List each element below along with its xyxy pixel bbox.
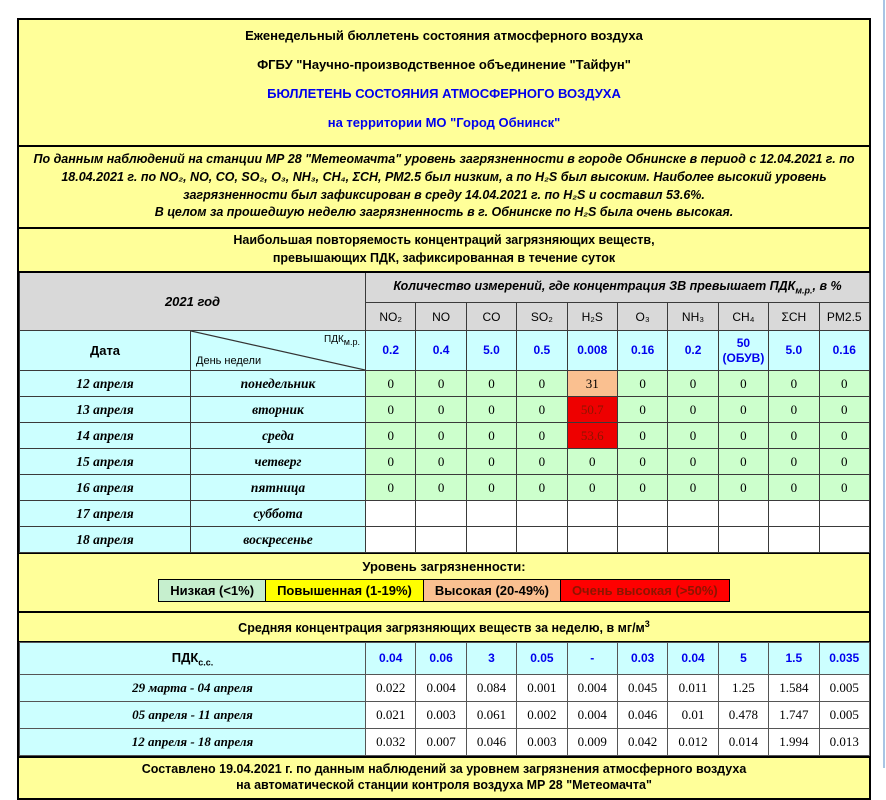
pollutant-header: NO₂ (366, 303, 416, 331)
exceedance-value: 0 (466, 397, 516, 423)
exceedance-value: 0 (718, 371, 768, 397)
pollutant-header: SO₂ (517, 303, 567, 331)
exceedance-value: 0 (466, 371, 516, 397)
exceedance-value: 0 (617, 475, 667, 501)
average-concentration-value: 0.032 (366, 729, 416, 756)
daily-exceedance-row (20, 475, 870, 501)
exceedance-value: 0 (819, 423, 869, 449)
year-header: 2021 год (20, 272, 366, 331)
exceedance-value (819, 527, 869, 553)
row-period: 05 апреля - 11 апреля (20, 702, 366, 729)
diagonal-pdk-label: ПДКм.р. (324, 334, 360, 347)
average-concentration-value: 0.001 (517, 675, 567, 702)
row-weekday: среда (191, 423, 366, 449)
weekly-average-row (20, 729, 870, 756)
pdk-mr-value: 0.4 (416, 331, 466, 371)
row-weekday: пятница (191, 475, 366, 501)
exceedance-value: 0 (366, 371, 416, 397)
average-concentration-value: 0.046 (617, 702, 667, 729)
average-concentration-value: 0.003 (517, 729, 567, 756)
daily-exceedance-row (20, 527, 870, 553)
exceedance-value: 0 (819, 449, 869, 475)
average-concentration-value: 0.003 (416, 702, 466, 729)
average-concentration-value: 0.009 (567, 729, 617, 756)
pollutant-header: CH₄ (718, 303, 768, 331)
exceedance-value: 0 (466, 423, 516, 449)
average-concentration-value: 0.004 (567, 675, 617, 702)
exceedance-value: 0 (517, 371, 567, 397)
exceedance-value (769, 527, 819, 553)
exceedance-table-title (19, 227, 869, 271)
average-concentration-value: 0.002 (517, 702, 567, 729)
average-concentration-value: 0.022 (366, 675, 416, 702)
pdk-ss-value: 0.04 (366, 643, 416, 675)
average-concentration-value: 0.011 (668, 675, 718, 702)
row-weekday: суббота (191, 501, 366, 527)
pdk-mr-value: 0.16 (617, 331, 667, 371)
pdk-mr-value: 0.2 (668, 331, 718, 371)
row-weekday: вторник (191, 397, 366, 423)
exceedance-table (19, 271, 870, 553)
row-weekday: воскресенье (191, 527, 366, 553)
row-date: 14 апреля (20, 423, 191, 449)
pdk-mr-value: 5.0 (466, 331, 516, 371)
exceedance-value: 0 (517, 423, 567, 449)
row-date: 17 апреля (20, 501, 191, 527)
exceedance-value: 0 (769, 423, 819, 449)
exceedance-value: 0 (718, 397, 768, 423)
date-column-header: Дата (20, 331, 191, 371)
pollutant-header: PM2.5 (819, 303, 869, 331)
average-concentration-value: 0.01 (668, 702, 718, 729)
row-date: 12 апреля (20, 371, 191, 397)
measurements-header: Количество измерений, где концентрация ЗВ превышает $ПДК_{м.р.}$, в % (366, 272, 870, 303)
exceedance-value (366, 501, 416, 527)
exceedance-value: 0 (416, 449, 466, 475)
exceedance-value: 0 (617, 371, 667, 397)
exceedance-value: 0 (617, 423, 667, 449)
pdk-ss-value: - (567, 643, 617, 675)
pdk-mr-value: 0.008 (567, 331, 617, 371)
exceedance-value: 0 (517, 397, 567, 423)
exceedance-value: 0 (366, 423, 416, 449)
average-concentration-value: 1.994 (769, 729, 819, 756)
row-date: 15 апреля (20, 449, 191, 475)
exceedance-value: 0 (416, 475, 466, 501)
document-header (19, 20, 869, 145)
exceedance-value (567, 501, 617, 527)
row-date: 13 апреля (20, 397, 191, 423)
average-concentration-value: 0.014 (718, 729, 768, 756)
exceedance-value: 0 (769, 449, 819, 475)
exceedance-value (769, 501, 819, 527)
pdk-ss-value: 5 (718, 643, 768, 675)
pdk-ss-value: 0.05 (517, 643, 567, 675)
exceedance-value (517, 501, 567, 527)
weekly-average-row (20, 675, 870, 702)
exceedance-value (466, 527, 516, 553)
pdk-mr-value: 0.5 (517, 331, 567, 371)
exceedance-value: 0 (718, 423, 768, 449)
exceedance-value (718, 501, 768, 527)
pdk-mr-value: 5.0 (769, 331, 819, 371)
pdk-mr-value: 50 (ОБУВ) (718, 331, 768, 371)
exceedance-value: 0 (517, 449, 567, 475)
exceedance-value: 0 (668, 397, 718, 423)
exceedance-value: 0 (819, 397, 869, 423)
pollution-level-legend (19, 553, 869, 611)
exceedance-value: 0 (517, 475, 567, 501)
pdk-ss-value: 0.04 (668, 643, 718, 675)
average-concentration-value: 1.25 (718, 675, 768, 702)
average-concentration-value: 0.046 (466, 729, 516, 756)
daily-exceedance-row (20, 371, 870, 397)
average-concentration-value: 0.084 (466, 675, 516, 702)
bulletin-document (17, 18, 871, 800)
pollutant-header: O₃ (617, 303, 667, 331)
exceedance-value: 0 (617, 397, 667, 423)
legend-item: Очень высокая (>50%) (561, 579, 730, 602)
daily-exceedance-row (20, 449, 870, 475)
daily-exceedance-row (20, 501, 870, 527)
exceedance-value: 53.6 (567, 423, 617, 449)
summary-conclusion: В целом за прошедшую неделю загрязненность в г. Обнинске по H₂S была очень высокая. (154, 205, 734, 220)
exceedance-value (668, 501, 718, 527)
pdk-day-diagonal-header (191, 331, 366, 371)
exceedance-value: 0 (567, 449, 617, 475)
row-weekday: понедельник (191, 371, 366, 397)
exceedance-value: 50.7 (567, 397, 617, 423)
pdk-ss-label: $ПДК_{с.с.}$ (20, 643, 366, 675)
exceedance-value: 0 (819, 371, 869, 397)
document-footer (19, 756, 869, 798)
row-weekday: четверг (191, 449, 366, 475)
legend-strip (158, 579, 730, 602)
exceedance-value: 0 (769, 475, 819, 501)
header-line-territory: на территории МО "Город Обнинск" (327, 115, 561, 130)
legend-item: Низкая (<1%) (158, 579, 266, 602)
exceedance-table-title-line1: Наибольшая повторяемость концентраций загрязняющих веществ, (233, 233, 655, 247)
average-concentration-value: 0.013 (819, 729, 869, 756)
legend-item: Повышенная (1-19%) (266, 579, 424, 602)
footer-line1: Составлено 19.04.2021 г. по данным наблюдений за уровнем загрязнения атмосферного воздуха (141, 762, 747, 777)
exceedance-value: 0 (466, 449, 516, 475)
exceedance-value: 31 (567, 371, 617, 397)
header-line-bulletin-title: БЮЛЛЕТЕНЬ СОСТОЯНИЯ АТМОСФЕРНОГО ВОЗДУХА (267, 86, 621, 101)
daily-exceedance-row (20, 397, 870, 423)
row-period: 29 марта - 04 апреля (20, 675, 366, 702)
pollutant-header: NH₃ (668, 303, 718, 331)
pollutant-header: H₂S (567, 303, 617, 331)
average-concentration-value: 0.042 (617, 729, 667, 756)
exceedance-value (617, 501, 667, 527)
exceedance-value (517, 527, 567, 553)
exceedance-value: 0 (668, 423, 718, 449)
average-concentration-value: 0.007 (416, 729, 466, 756)
pollutant-header: ΣCH (769, 303, 819, 331)
pdk-ss-value: 0.03 (617, 643, 667, 675)
row-date: 16 апреля (20, 475, 191, 501)
weekly-average-row (20, 702, 870, 729)
exceedance-value: 0 (366, 397, 416, 423)
row-date: 18 апреля (20, 527, 191, 553)
average-concentration-value: 0.004 (567, 702, 617, 729)
exceedance-value (819, 501, 869, 527)
pollutant-header: CO (466, 303, 516, 331)
average-concentration-value: 0.061 (466, 702, 516, 729)
average-concentration-title: Средняя концентрация загрязняющих веществ за неделю, в $мг/м^3$ (19, 611, 869, 642)
exceedance-value: 0 (466, 475, 516, 501)
average-concentration-value: 0.004 (416, 675, 466, 702)
average-concentration-value: 0.021 (366, 702, 416, 729)
header-line-weekly: Еженедельный бюллетень состояния атмосферного воздуха (245, 28, 643, 43)
exceedance-value: 0 (416, 371, 466, 397)
pdk-ss-value: 3 (466, 643, 516, 675)
pdk-ss-value: 0.06 (416, 643, 466, 675)
pdk-mr-value: 0.2 (366, 331, 416, 371)
exceedance-value (617, 527, 667, 553)
exceedance-value (366, 527, 416, 553)
exceedance-value: 0 (416, 397, 466, 423)
exceedance-value: 0 (567, 475, 617, 501)
average-concentration-value: 1.747 (769, 702, 819, 729)
exceedance-value (466, 501, 516, 527)
summary-text: По данным наблюдений на станции МР 28 "Метеомачта" уровень загрязненности в городе Обнинске в период с 12.04.2021 г. по 18.04.2021 г. по NO₂, NO, CO, SO₂, O₃, NH₃, CH₄, ΣCH, PM2.5 был низким, а по H₂S был высоким. Наиболее высокий уровень загрязненности был зафиксирован в среду 14.04.2021 г. по H₂S и составил 53.6%. (33, 152, 855, 202)
exceedance-value (416, 527, 466, 553)
exceedance-value: 0 (668, 371, 718, 397)
exceedance-value: 0 (668, 449, 718, 475)
exceedance-value (668, 527, 718, 553)
average-concentration-value: 0.005 (819, 675, 869, 702)
pdk-mr-value: 0.16 (819, 331, 869, 371)
pollutant-header: NO (416, 303, 466, 331)
average-concentration-value: 0.005 (819, 702, 869, 729)
average-concentration-table (19, 642, 870, 756)
summary-paragraph (19, 145, 869, 227)
exceedance-value: 0 (769, 371, 819, 397)
exceedance-value: 0 (366, 475, 416, 501)
exceedance-value: 0 (668, 475, 718, 501)
average-concentration-value: 0.012 (668, 729, 718, 756)
average-concentration-value: 0.478 (718, 702, 768, 729)
average-concentration-value: 0.045 (617, 675, 667, 702)
exceedance-value: 0 (769, 397, 819, 423)
exceedance-table-title-line2: превышающих ПДК, зафиксированная в течение суток (272, 250, 616, 265)
header-line-organization: ФГБУ "Научно-производственное объединение "Тайфун" (257, 57, 631, 72)
pdk-ss-value: 1.5 (769, 643, 819, 675)
legend-title: Уровень загрязненности: (362, 559, 526, 574)
average-concentration-value: 1.584 (769, 675, 819, 702)
diagonal-weekday-label: День недели (196, 355, 262, 367)
daily-exceedance-row (20, 423, 870, 449)
exceedance-value: 0 (718, 449, 768, 475)
footer-line2: на автоматической станции контроля воздуха МР 28 "Метеомачта" (236, 778, 652, 793)
exceedance-value: 0 (819, 475, 869, 501)
exceedance-value: 0 (416, 423, 466, 449)
legend-item: Высокая (20-49%) (424, 579, 561, 602)
pdk-ss-value: 0.035 (819, 643, 869, 675)
exceedance-value (718, 527, 768, 553)
exceedance-value: 0 (617, 449, 667, 475)
exceedance-value: 0 (366, 449, 416, 475)
exceedance-value: 0 (718, 475, 768, 501)
window-edge (883, 0, 885, 768)
exceedance-value (416, 501, 466, 527)
row-period: 12 апреля - 18 апреля (20, 729, 366, 756)
exceedance-value (567, 527, 617, 553)
